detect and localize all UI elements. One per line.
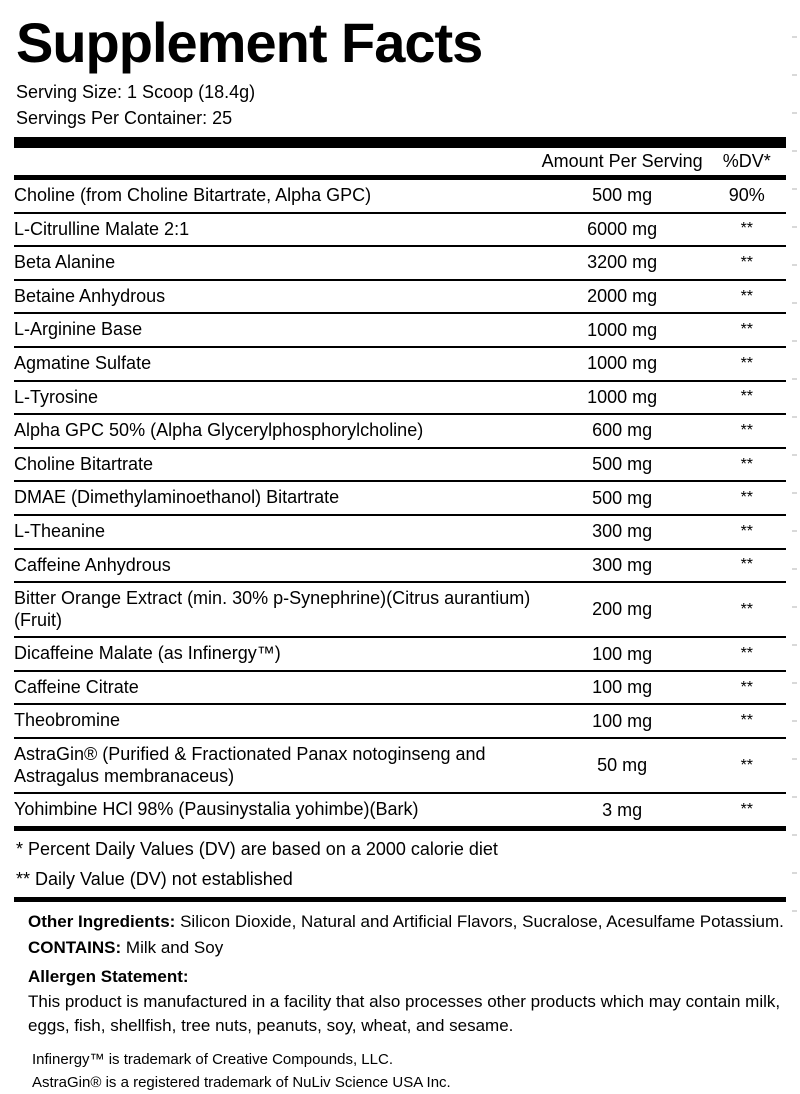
- ingredient-amount: 500 mg: [537, 180, 708, 213]
- nutrition-table: [14, 148, 786, 175]
- ingredient-name: Choline (from Choline Bitartrate, Alpha GPC): [14, 180, 537, 213]
- table-row: [14, 515, 786, 549]
- ingredient-dv: **: [740, 801, 754, 819]
- ingredient-dv: **: [708, 313, 786, 347]
- ingredient-amount: 6000 mg: [537, 213, 708, 247]
- ingredient-name: L-Theanine: [14, 515, 537, 549]
- table-row: [14, 180, 786, 213]
- ingredient-amount: 50 mg: [537, 738, 708, 793]
- divider-thick-top: [14, 137, 786, 148]
- ingredient-amount: 300 mg: [537, 515, 708, 549]
- ingredient-name: Beta Alanine: [14, 246, 537, 280]
- ingredient-dv: 90%: [708, 180, 786, 213]
- footnote-daily-value: * Percent Daily Values (DV) are based on a 2000 calorie diet: [16, 838, 498, 859]
- ingredient-name: L-Citrulline Malate 2:1: [14, 213, 537, 247]
- table-row: [14, 213, 786, 247]
- column-header-name: [14, 148, 537, 175]
- ingredient-dv: **: [708, 213, 786, 247]
- column-header-amount: Amount Per Serving: [541, 150, 703, 171]
- serving-size: Serving Size: 1 Scoop (18.4g): [16, 81, 256, 102]
- ingredient-name: Yohimbine HCl 98% (Pausinystalia yohimbe)(Bark): [14, 799, 419, 820]
- ingredient-dv: **: [708, 381, 786, 415]
- ingredient-dv: **: [708, 671, 786, 705]
- ingredient-dv: **: [708, 347, 786, 381]
- contains-text: Milk and Soy: [121, 938, 224, 958]
- other-ingredients-line: [28, 910, 786, 934]
- table-row: [14, 347, 786, 381]
- table-row: [14, 704, 786, 738]
- table-row: [14, 793, 786, 826]
- table-row: [14, 738, 786, 793]
- table-row: [14, 448, 786, 482]
- ingredient-table: [14, 180, 786, 826]
- footnote-not-established: ** Daily Value (DV) not established: [16, 869, 293, 890]
- table-row: [14, 549, 786, 583]
- ingredient-name: Bitter Orange Extract (min. 30% p-Synephrine)(Citrus aurantium)(Fruit): [14, 582, 537, 637]
- table-row: [14, 313, 786, 347]
- ingredient-dv: **: [708, 280, 786, 314]
- ingredient-amount: 100 mg: [537, 704, 708, 738]
- ingredient-name: Caffeine Anhydrous: [14, 549, 537, 583]
- ingredient-name: Theobromine: [14, 704, 537, 738]
- ingredient-name: Alpha GPC 50% (Alpha Glycerylphosphorylcholine): [14, 414, 537, 448]
- ingredient-dv: **: [708, 582, 786, 637]
- ingredient-amount: 500 mg: [537, 481, 708, 515]
- ingredient-amount: 1000 mg: [537, 381, 708, 415]
- ingredient-amount: 500 mg: [537, 448, 708, 482]
- other-ingredients-text: Silicon Dioxide, Natural and Artificial Flavors, Sucralose, Acesulfame Potassium.: [175, 912, 784, 932]
- ingredient-dv: **: [708, 515, 786, 549]
- ingredient-amount: 200 mg: [537, 582, 708, 637]
- ingredient-dv: **: [708, 738, 786, 793]
- table-row: [14, 481, 786, 515]
- ingredient-dv: **: [708, 448, 786, 482]
- column-header-dv: %DV*: [722, 150, 771, 171]
- ingredient-amount: 1000 mg: [537, 313, 708, 347]
- table-row: [14, 280, 786, 314]
- ingredient-name: Dicaffeine Malate (as Infinergy™): [14, 637, 537, 671]
- ingredient-name: Caffeine Citrate: [14, 671, 537, 705]
- ingredient-dv: **: [708, 637, 786, 671]
- divider-after-footnotes: [14, 897, 786, 902]
- ingredient-name: Betaine Anhydrous: [14, 280, 537, 314]
- ingredient-name: AstraGin® (Purified & Fractionated Panax notoginseng and Astragalus membranaceus): [14, 738, 537, 793]
- edge-tick-marks: [790, 0, 798, 1085]
- ingredient-amount: 3200 mg: [537, 246, 708, 280]
- ingredient-name: L-Arginine Base: [14, 313, 537, 347]
- ingredient-amount: 300 mg: [537, 549, 708, 583]
- page-title: Supplement Facts: [16, 11, 483, 74]
- ingredient-dv: **: [708, 414, 786, 448]
- ingredient-name: DMAE (Dimethylaminoethanol) Bitartrate: [14, 481, 537, 515]
- trademark-infinergy: Infinergy™ is trademark of Creative Compounds, LLC.: [32, 1051, 393, 1069]
- ingredient-amount: 2000 mg: [537, 280, 708, 314]
- ingredient-amount: 600 mg: [537, 414, 708, 448]
- table-row: [14, 671, 786, 705]
- servings-per-container: Servings Per Container: 25: [16, 107, 233, 128]
- ingredient-dv: **: [708, 246, 786, 280]
- contains-line: [28, 936, 786, 960]
- table-row: [14, 414, 786, 448]
- table-row: [14, 246, 786, 280]
- ingredient-dv: **: [708, 549, 786, 583]
- ingredient-dv: **: [708, 704, 786, 738]
- table-row: [14, 637, 786, 671]
- other-ingredients-label: Other Ingredients:: [28, 912, 176, 932]
- ingredient-amount: 1000 mg: [537, 347, 708, 381]
- ingredient-amount: 100 mg: [537, 637, 708, 671]
- table-header-row: [14, 148, 786, 175]
- trademark-astragin: AstraGin® is a registered trademark of NuLiv Science USA Inc.: [32, 1073, 451, 1091]
- allergen-text: This product is manufactured in a facility that also processes other products which may contain milk, eggs, fish, shellfish, tree nuts, peanuts, soy, wheat, and sesame.: [28, 991, 781, 1035]
- ingredient-amount: 100 mg: [537, 671, 708, 705]
- ingredient-name: L-Tyrosine: [14, 381, 537, 415]
- ingredient-name: Choline Bitartrate: [14, 448, 537, 482]
- allergen-heading: Allergen Statement:: [28, 967, 189, 987]
- ingredient-name: Agmatine Sulfate: [14, 347, 537, 381]
- divider-before-footnotes: [14, 826, 786, 831]
- contains-label: CONTAINS:: [28, 938, 122, 958]
- ingredient-amount: 3 mg: [602, 799, 643, 820]
- ingredient-dv: **: [708, 481, 786, 515]
- table-row: [14, 381, 786, 415]
- table-row: [14, 582, 786, 637]
